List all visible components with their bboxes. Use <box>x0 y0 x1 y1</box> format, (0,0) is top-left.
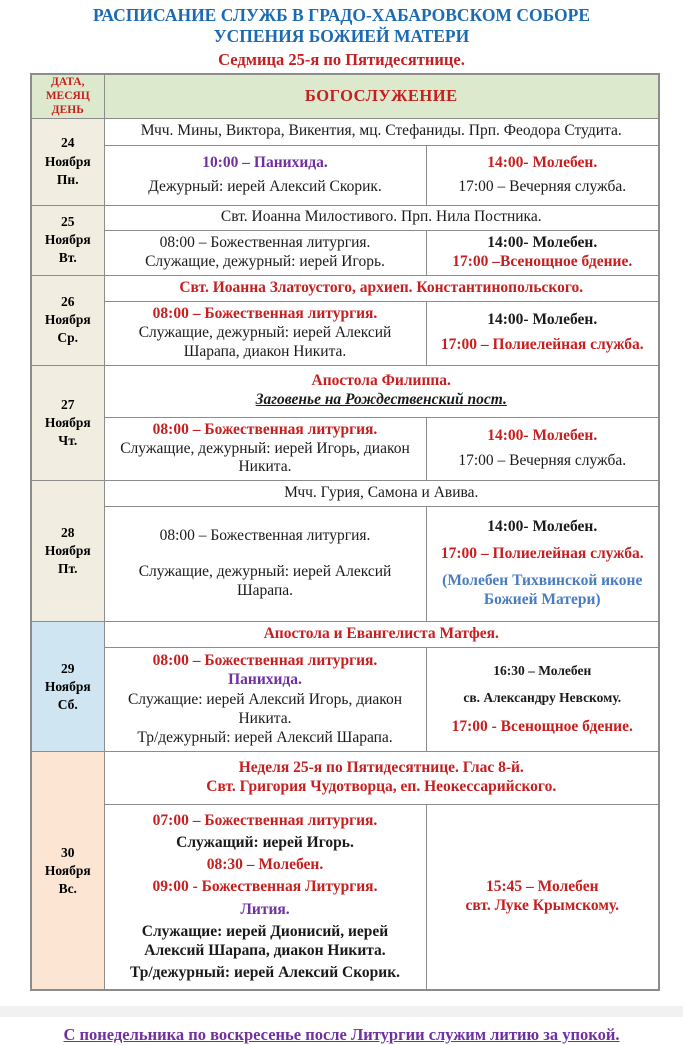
saints-line: Апостола и Евангелиста Матфея. <box>105 622 659 648</box>
page-title-line1: РАСПИСАНИЕ СЛУЖБ В ГРАДО-ХАБАРОВСКОМ СОБОРЕ <box>92 5 591 25</box>
service-line: 14:00- Молебен. <box>487 153 598 171</box>
schedule-page <box>0 5 683 1045</box>
evening-services <box>427 805 659 989</box>
services-cell <box>104 622 659 752</box>
service-line: св. Александру Невскому. <box>463 690 622 706</box>
service-line: 17:00 – Вечерняя служба. <box>458 452 627 470</box>
clergy-line: Тр/дежурный: иерей Алексий Шарапа. <box>137 728 393 746</box>
service-line: 14:00- Молебен. <box>487 426 598 444</box>
service-line: 08:00 – Божественная литургия. <box>152 420 378 438</box>
evening-services <box>427 507 659 621</box>
morning-services <box>105 648 427 751</box>
service-line: свт. Луке Крымскому. <box>465 897 619 915</box>
saints-line: Апостола Филиппа. Заговенье на Рождественский пост. <box>105 366 659 418</box>
schedule-row-sat <box>31 622 659 752</box>
morning-services <box>105 507 427 621</box>
clergy-line: Дежурный: иерей Алексий Скорик. <box>148 177 382 195</box>
service-line: 17:00 – Полиелейная служба. <box>440 336 644 354</box>
page-subtitle: Седмица 25-я по Пятидесятнице. <box>218 49 465 69</box>
service-line: Лития. <box>240 900 290 918</box>
evening-services <box>427 231 659 275</box>
services-cell <box>104 275 659 365</box>
clergy-line: Тр/дежурный: иерей Алексий Скорик. <box>129 964 401 982</box>
service-line: 09:00 - Божественная Литургия. <box>152 878 378 896</box>
schedule-row-wed <box>31 275 659 365</box>
schedule-row-sun <box>31 752 659 991</box>
saints-line: Мчч. Гурия, Самона и Авива. <box>105 481 659 507</box>
clergy-line: Служащие, дежурный: иерей Игорь, диакон Никита. <box>120 439 410 476</box>
footer-note: С понедельника по воскресенье после Литургии служим литию за упокой. <box>63 1025 620 1045</box>
services-cell <box>104 118 659 205</box>
morning-services <box>105 231 427 275</box>
service-line: 08:00 – Божественная литургия. <box>152 651 378 669</box>
page-title-line2: УСПЕНИЯ БОЖИЕЙ МАТЕРИ <box>213 26 470 47</box>
services-cell <box>104 205 659 275</box>
date-cell: 28 Ноября Пт. <box>31 481 104 622</box>
service-line: 08:00 – Божественная литургия. <box>159 527 371 545</box>
service-line: Панихида. <box>228 671 302 689</box>
service-line: 15:45 – Молебен <box>485 878 599 896</box>
service-line: 14:00- Молебен. <box>487 518 598 536</box>
clergy-line: Служащие, дежурный: иерей Алексий Шарапа. <box>138 563 392 600</box>
saints-line: Свт. Иоанна Златоустого, архиеп. Константинопольского. <box>105 276 659 302</box>
service-line: 17:00 - Всенощное бдение. <box>451 718 633 736</box>
service-line: 08:00 – Божественная литургия. <box>159 233 371 251</box>
morning-services <box>105 805 427 989</box>
service-line: 14:00- Молебен. <box>487 311 598 329</box>
clergy-line: Служащие, дежурный: иерей Алексий Шарапа, диакон Никита. <box>138 323 392 360</box>
schedule-row-mon <box>31 118 659 205</box>
date-cell: 26 Ноября Ср. <box>31 275 104 365</box>
date-column-header: ДАТА, МЕСЯЦ ДЕНЬ <box>31 74 104 119</box>
saints-line: Неделя 25-я по Пятидесятнице. Глас 8-й. Свт. Григория Чудотворца, еп. Неокессарийского. <box>105 752 659 805</box>
service-line: 08:00 – Божественная литургия. <box>152 304 378 322</box>
service-line: 07:00 – Божественная литургия. <box>152 811 378 829</box>
services-cell <box>104 365 659 481</box>
services-cell <box>104 481 659 622</box>
moleben-note: (Молебен Тихвинской иконе Божией Матери) <box>442 572 643 609</box>
morning-services <box>105 302 427 365</box>
clergy-line: Служащие, дежурный: иерей Игорь. <box>145 252 385 270</box>
service-line: 17:00 –Всенощное бдение. <box>452 252 633 270</box>
schedule-row-fri <box>31 481 659 622</box>
evening-services <box>427 146 659 205</box>
date-cell: 25 Ноября Вт. <box>31 205 104 275</box>
date-cell: 24 Ноября Пн. <box>31 118 104 205</box>
page-title <box>0 5 683 48</box>
date-cell: 30 Ноября Вс. <box>31 752 104 991</box>
service-line: 16:30 – Молебен <box>493 662 592 678</box>
clergy-line: Служащие: иерей Алексий Игорь, диакон Никита. <box>127 690 403 727</box>
service-line: 08:30 – Молебен. <box>206 856 324 874</box>
service-line: 14:00- Молебен. <box>487 233 598 251</box>
date-cell: 29 Ноября Сб. <box>31 622 104 752</box>
fast-note: Заговенье на Рождественский пост. <box>255 391 507 409</box>
saints-line: Мчч. Мины, Виктора, Викентия, мц. Стефаниды. Прп. Феодора Студита. <box>105 119 659 146</box>
clergy-line: Служащий: иерей Игорь. <box>176 833 354 851</box>
service-line: 10:00 – Панихида. <box>202 153 328 171</box>
date-cell: 27 Ноября Чт. <box>31 365 104 481</box>
scan-shading-band <box>0 1006 683 1017</box>
service-column-header: БОГОСЛУЖЕНИЕ <box>104 74 659 119</box>
schedule-row-thu <box>31 365 659 481</box>
service-line: 17:00 – Полиелейная служба. <box>440 545 644 563</box>
evening-services <box>427 648 659 751</box>
schedule-row-tue <box>31 205 659 275</box>
saints-line: Свт. Иоанна Милостивого. Прп. Нила Постника. <box>105 206 659 231</box>
services-cell <box>104 752 659 991</box>
evening-services <box>427 302 659 365</box>
morning-services <box>105 146 427 205</box>
evening-services <box>427 418 659 481</box>
schedule-table <box>30 73 660 992</box>
morning-services <box>105 418 427 481</box>
clergy-line: Служащие: иерей Дионисий, иерей Алексий Шарапа, диакон Никита. <box>141 922 389 959</box>
service-line: 17:00 – Вечерняя служба. <box>458 177 627 195</box>
table-header-row <box>31 74 659 119</box>
